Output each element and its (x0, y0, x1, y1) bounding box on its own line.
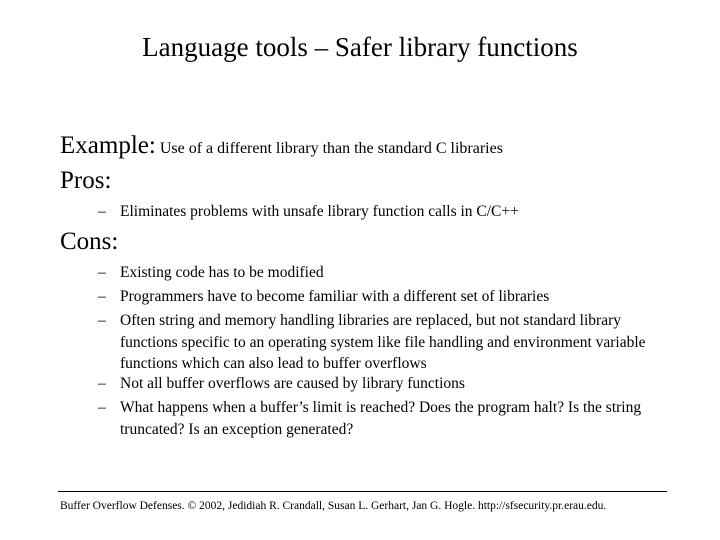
pros-label: Pros: (60, 167, 112, 194)
bullet-dash: – (98, 375, 106, 392)
example-label: Example: (60, 132, 156, 159)
bullet-dash: – (98, 399, 106, 416)
bullet-dash: – (98, 288, 106, 305)
cons-item-text: Programmers have to become familiar with a different set of libraries (120, 288, 550, 305)
slide-title: Language tools – Safer library functions (142, 32, 578, 62)
cons-item-text: What happens when a buffer’s limit is reached? Does the program halt? Is the string truncated? Is an exception generated? (120, 399, 642, 438)
bullet-dash: – (98, 264, 106, 281)
example-text: Use of a different library than the standard C libraries (159, 140, 503, 157)
cons-item-text: Often string and memory handling libraries are replaced, but not standard library functions specific to an operating system like file handling and environment variable functions which can also lead to buffer overflows (120, 312, 646, 372)
cons-item (98, 310, 665, 375)
pros-item (98, 201, 680, 223)
cons-item (98, 262, 665, 284)
cons-item-text: Not all buffer overflows are caused by library functions (120, 375, 465, 392)
footer-divider (58, 491, 667, 492)
pros-item-text: Eliminates problems with unsafe library function calls in C/C++ (120, 203, 519, 220)
bullet-dash: – (98, 312, 106, 329)
example-line (60, 132, 503, 160)
cons-label: Cons: (60, 228, 119, 255)
cons-item-text: Existing code has to be modified (120, 264, 324, 281)
cons-item (98, 397, 665, 440)
bullet-dash: – (98, 203, 106, 220)
footer-text: Buffer Overflow Defenses. © 2002, Jedidiah R. Crandall, Susan L. Gerhart, Jan G. Hogle. http://sfsecurity.pr.erau.edu. (60, 500, 607, 512)
cons-item (98, 373, 665, 395)
cons-item (98, 286, 665, 308)
